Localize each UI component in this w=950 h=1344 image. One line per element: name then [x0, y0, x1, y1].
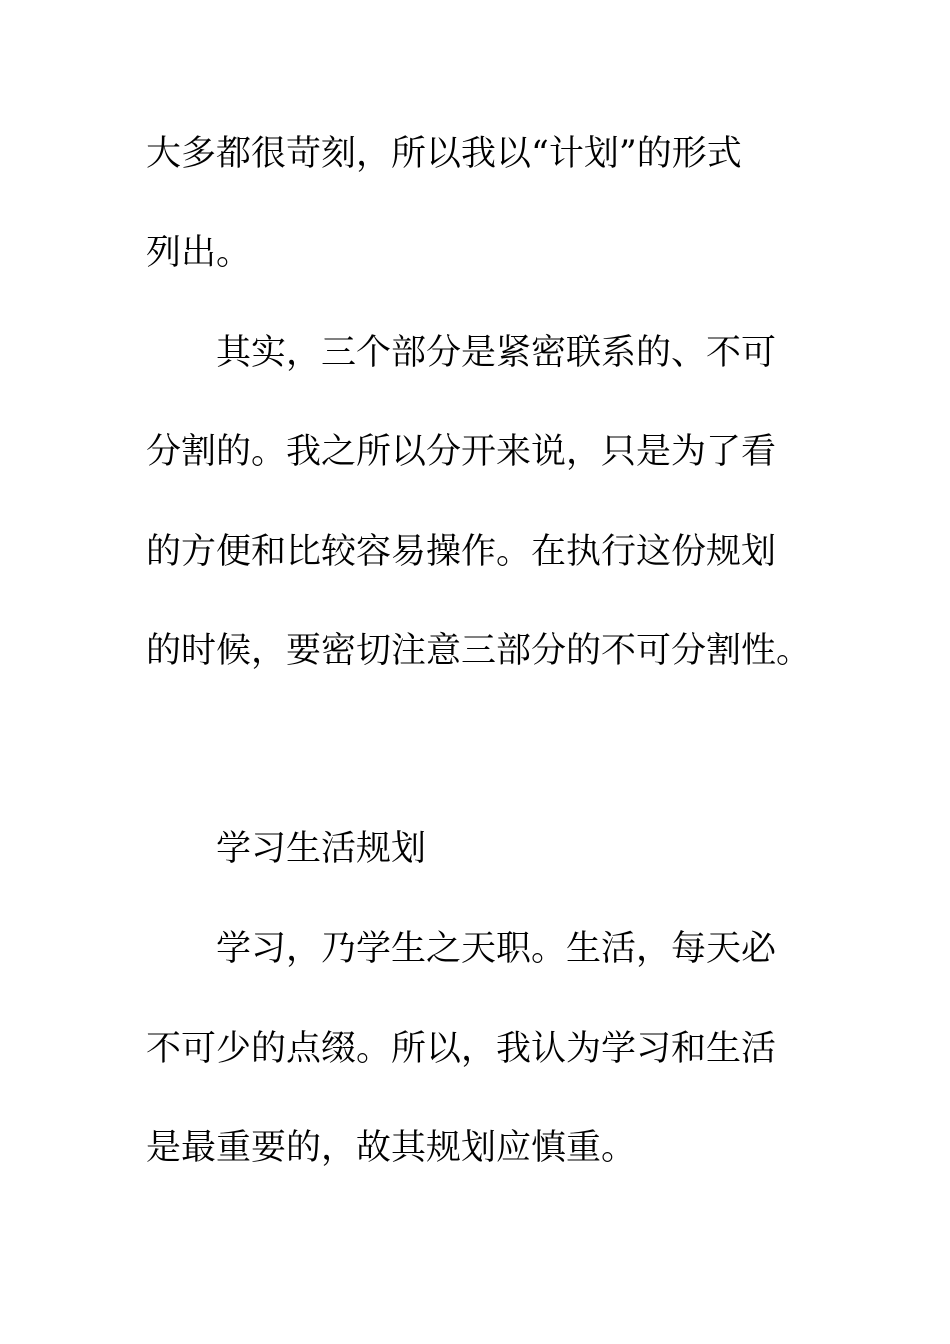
section-heading: 学习生活规划	[216, 829, 427, 869]
paragraph-line: 是最重要的，故其规划应慎重。	[146, 1128, 637, 1168]
paragraph-line: 列出。	[146, 233, 252, 273]
paragraph-line: 学习，乃学生之天职。生活，每天必	[216, 929, 777, 969]
paragraph-line: 其实，三个部分是紧密联系的、不可	[216, 333, 777, 373]
paragraph-line: 的方便和比较容易操作。在执行这份规划	[146, 532, 777, 572]
paragraph-line: 分割的。我之所以分开来说，只是为了看	[146, 432, 777, 472]
paragraph-line: 大多都很苛刻，所以我以“计划”的形式	[146, 134, 742, 174]
paragraph-line: 的时候，要密切注意三部分的不可分割性。	[146, 631, 812, 671]
paragraph-line: 不可少的点缀。所以，我认为学习和生活	[146, 1029, 777, 1069]
